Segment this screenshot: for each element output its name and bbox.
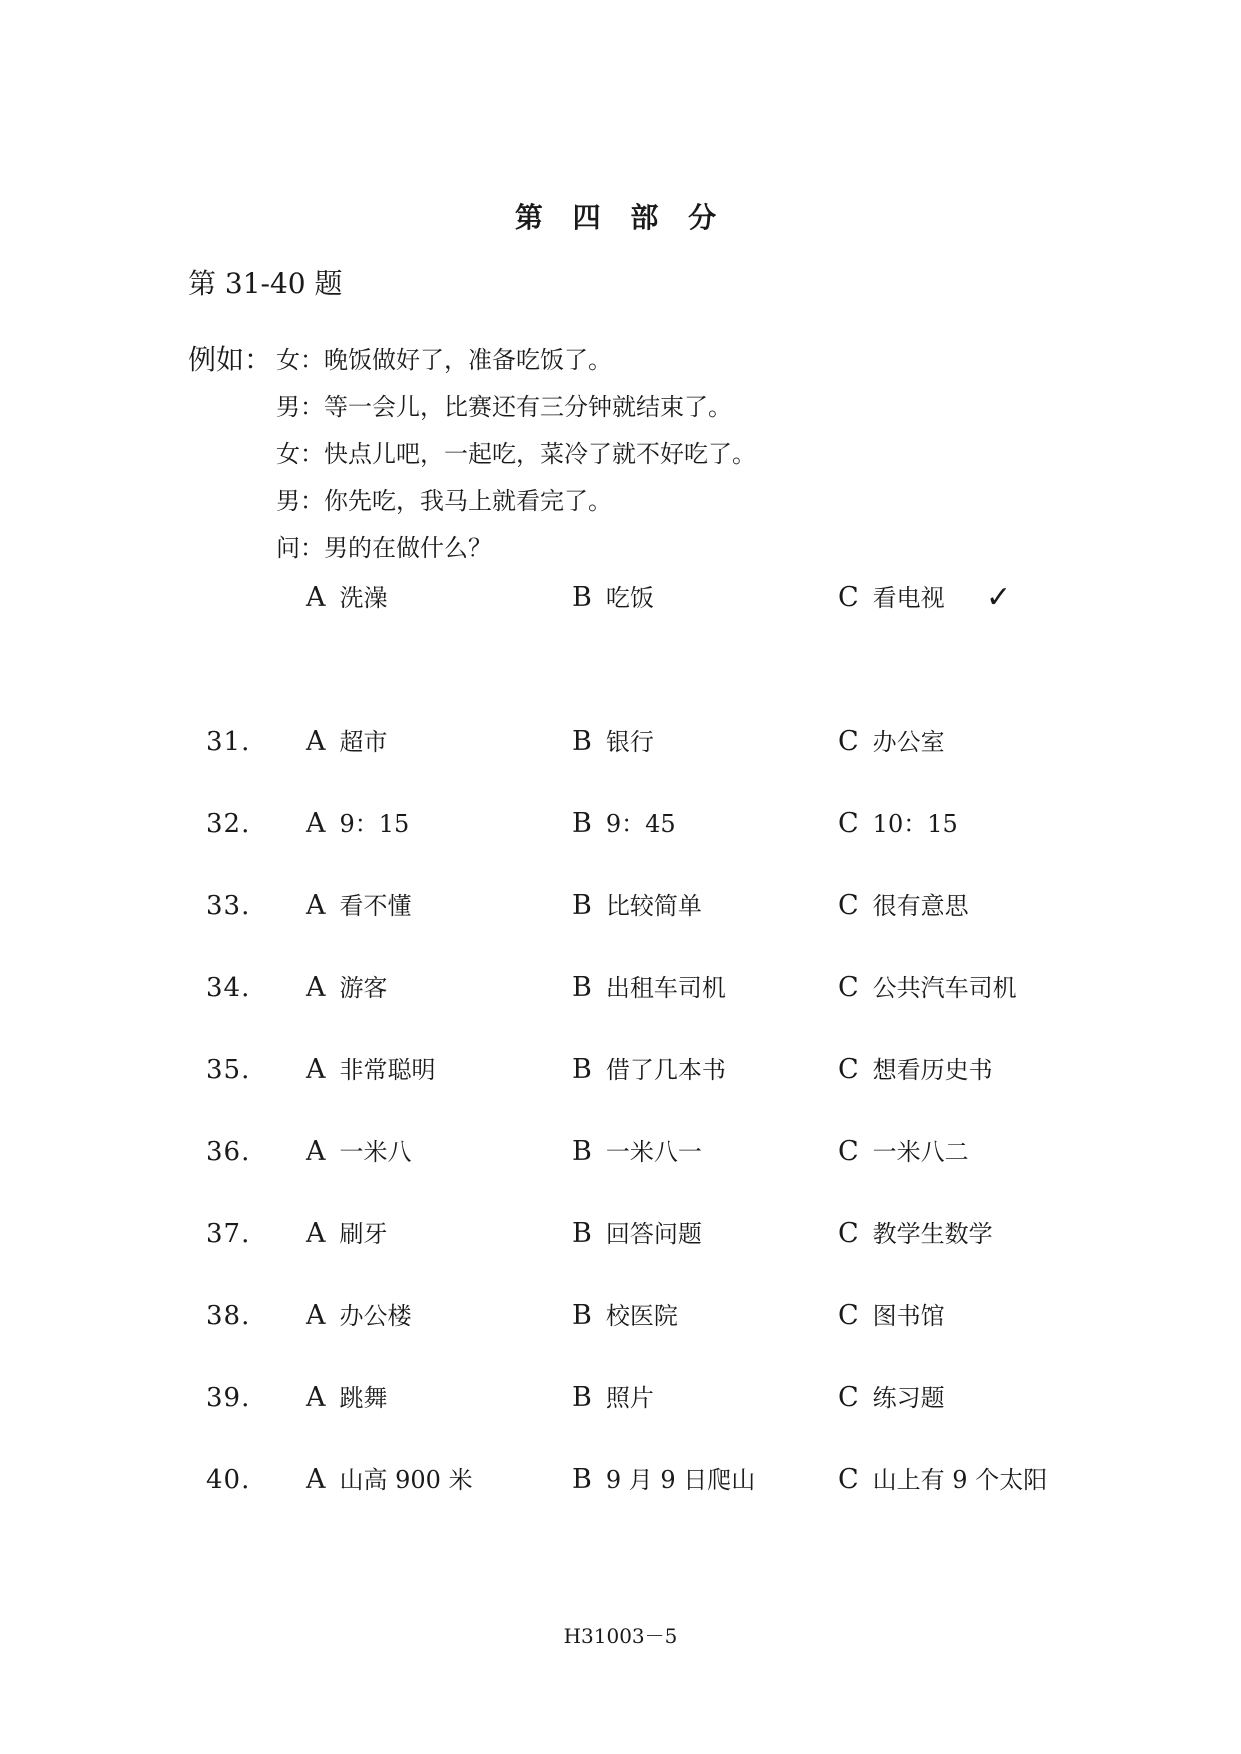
question-range: 第 31-40 题 [188, 267, 343, 300]
option-a [306, 1378, 388, 1418]
option-a [306, 1214, 388, 1254]
example-option-c [838, 578, 945, 618]
option-text: 一米八一 [605, 1138, 702, 1166]
option-letter: C [838, 1300, 859, 1331]
option-letter: A [306, 1054, 326, 1085]
option-text: 游客 [339, 974, 388, 1002]
option-c [838, 1132, 969, 1172]
option-letter: A [306, 582, 326, 613]
option-b [572, 804, 676, 844]
dialogue-line: 男：你先吃，我马上就看完了。 [276, 487, 612, 515]
option-letter: A [306, 1382, 326, 1413]
option-b [572, 722, 654, 762]
question-number: 32. [206, 809, 251, 839]
question-number: 31. [206, 727, 251, 757]
option-c [838, 1460, 1047, 1500]
question-row [0, 1296, 1241, 1336]
option-letter: C [838, 890, 859, 921]
option-text: 刷牙 [339, 1220, 388, 1248]
option-a [306, 804, 409, 844]
question-row [0, 804, 1241, 844]
question-row [0, 1214, 1241, 1254]
option-c [838, 886, 969, 926]
option-b [572, 1460, 755, 1500]
option-a [306, 1132, 412, 1172]
question-number: 38. [206, 1301, 251, 1331]
option-letter: B [572, 1218, 592, 1249]
option-text: 想看历史书 [872, 1056, 993, 1084]
option-text: 很有意思 [872, 892, 969, 920]
option-text: 超市 [339, 728, 388, 756]
question-number: 35. [206, 1055, 251, 1085]
question-number: 33. [206, 891, 251, 921]
option-c [838, 1296, 945, 1336]
question-row [0, 1132, 1241, 1172]
question-row [0, 1460, 1241, 1500]
option-text: 非常聪明 [339, 1056, 436, 1084]
dialogue-line: 女：快点儿吧，一起吃，菜冷了就不好吃了。 [276, 440, 756, 468]
question-number: 36. [206, 1137, 251, 1167]
option-text: 图书馆 [872, 1302, 945, 1330]
option-text: 看不懂 [339, 892, 412, 920]
option-letter: C [838, 726, 859, 757]
option-letter: A [306, 808, 326, 839]
example-option-a [306, 578, 388, 618]
option-a [306, 1460, 473, 1500]
option-a [306, 968, 388, 1008]
option-letter: C [838, 1464, 859, 1495]
option-b [572, 1378, 654, 1418]
option-text: 银行 [605, 728, 654, 756]
option-text: 9 月 9 日爬山 [605, 1466, 756, 1494]
option-text: 照片 [605, 1384, 654, 1412]
option-letter: C [838, 582, 859, 613]
option-a [306, 1050, 436, 1090]
option-letter: C [838, 1218, 859, 1249]
option-b [572, 886, 702, 926]
question-row [0, 722, 1241, 762]
example-options [0, 578, 1241, 618]
option-c [838, 1214, 993, 1254]
option-text: 办公楼 [339, 1302, 412, 1330]
option-letter: A [306, 972, 326, 1003]
option-b [572, 968, 726, 1008]
option-letter: A [306, 1300, 326, 1331]
question-number: 40. [206, 1465, 251, 1495]
option-text: 山上有 9 个太阳 [872, 1466, 1048, 1494]
question-row [0, 1378, 1241, 1418]
option-letter: C [838, 1054, 859, 1085]
option-text: 看电视 [872, 584, 945, 612]
option-text: 回答问题 [605, 1220, 702, 1248]
option-letter: C [838, 1382, 859, 1413]
checkmark-icon: ✓ [986, 580, 1012, 615]
option-a [306, 722, 388, 762]
option-b [572, 1296, 678, 1336]
question-row [0, 968, 1241, 1008]
option-text: 10：15 [872, 810, 958, 838]
question-row [0, 1050, 1241, 1090]
option-letter: C [838, 972, 859, 1003]
option-text: 借了几本书 [605, 1056, 726, 1084]
dialogue-question: 问：男的在做什么？ [276, 534, 492, 562]
option-letter: A [306, 1136, 326, 1167]
option-letter: B [572, 1382, 592, 1413]
option-letter: B [572, 808, 592, 839]
option-text: 山高 900 米 [339, 1466, 473, 1494]
dialogue-line: 女：晚饭做好了，准备吃饭了。 [276, 346, 612, 374]
option-text: 办公室 [872, 728, 945, 756]
option-letter: A [306, 726, 326, 757]
option-letter: B [572, 890, 592, 921]
option-b [572, 1214, 702, 1254]
option-text: 9：45 [605, 810, 676, 838]
option-letter: B [572, 972, 592, 1003]
option-text: 比较简单 [605, 892, 702, 920]
option-letter: B [572, 1054, 592, 1085]
option-text: 教学生数学 [872, 1220, 993, 1248]
option-letter: A [306, 1218, 326, 1249]
page-footer: H31003－5 [563, 1624, 678, 1648]
option-text: 跳舞 [339, 1384, 388, 1412]
option-c [838, 1378, 945, 1418]
option-letter: C [838, 1136, 859, 1167]
section-title: 第 四 部 分 [514, 201, 727, 234]
option-b [572, 1050, 726, 1090]
example-option-b [572, 578, 654, 618]
question-number: 34. [206, 973, 251, 1003]
question-row [0, 886, 1241, 926]
question-number: 39. [206, 1383, 251, 1413]
option-letter: B [572, 582, 592, 613]
option-letter: B [572, 1136, 592, 1167]
option-letter: B [572, 726, 592, 757]
option-text: 一米八 [339, 1138, 412, 1166]
option-letter: C [838, 808, 859, 839]
option-letter: A [306, 890, 326, 921]
option-c [838, 722, 945, 762]
option-c [838, 968, 1017, 1008]
option-letter: B [572, 1300, 592, 1331]
option-text: 9：15 [339, 810, 410, 838]
option-a [306, 1296, 412, 1336]
option-text: 练习题 [872, 1384, 945, 1412]
option-b [572, 1132, 702, 1172]
option-letter: B [572, 1464, 592, 1495]
option-letter: A [306, 1464, 326, 1495]
option-a [306, 886, 412, 926]
option-c [838, 804, 958, 844]
option-c [838, 1050, 993, 1090]
option-text: 一米八二 [872, 1138, 969, 1166]
option-text: 出租车司机 [605, 974, 726, 1002]
option-text: 公共汽车司机 [872, 974, 1017, 1002]
question-number: 37. [206, 1219, 251, 1249]
option-text: 吃饭 [605, 584, 654, 612]
option-text: 洗澡 [339, 584, 388, 612]
option-text: 校医院 [605, 1302, 678, 1330]
example-label: 例如： [188, 343, 273, 376]
dialogue-line: 男：等一会儿，比赛还有三分钟就结束了。 [276, 393, 732, 421]
